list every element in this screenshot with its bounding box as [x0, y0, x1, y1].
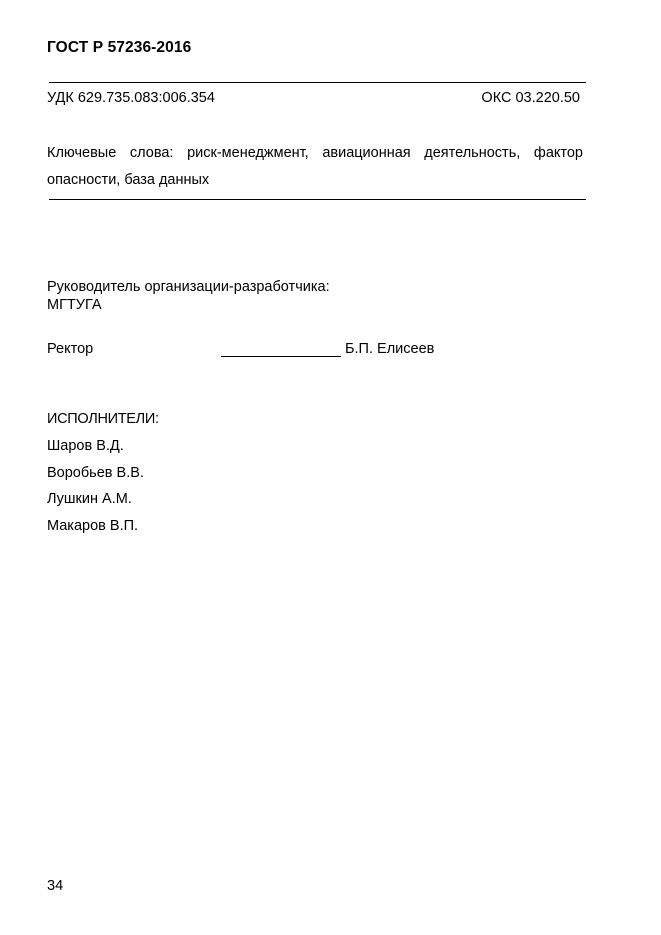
developer-organization: МГТУГА — [47, 297, 102, 313]
oks-code: ОКС 03.220.50 — [481, 90, 580, 106]
executors-title: ИСПОЛНИТЕЛИ: — [47, 411, 159, 427]
executor-item: Лушкин А.М. — [47, 491, 132, 507]
executor-item: Шаров В.Д. — [47, 438, 124, 454]
executor-item: Макаров В.П. — [47, 517, 139, 534]
page-number: 34 — [47, 878, 64, 894]
signatory-name: Б.П. Елисеев — [345, 341, 435, 357]
executors-list — [47, 437, 144, 543]
standard-title: ГОСТ Р 57236-2016 — [47, 39, 192, 56]
bottom-divider — [49, 199, 586, 200]
developer-label: Руководитель организации-разработчика: — [47, 279, 330, 295]
signatory-role: Ректор — [47, 341, 94, 357]
udk-code: УДК 629.735.083:006.354 — [47, 90, 215, 106]
signature-line — [221, 356, 341, 357]
keywords-paragraph: Ключевые слова: риск-менеджмент, авиационная деятельность, фактор опасности, база данных — [47, 145, 583, 188]
top-divider — [49, 82, 586, 83]
executor-item: Воробьев В.В. — [47, 464, 144, 481]
